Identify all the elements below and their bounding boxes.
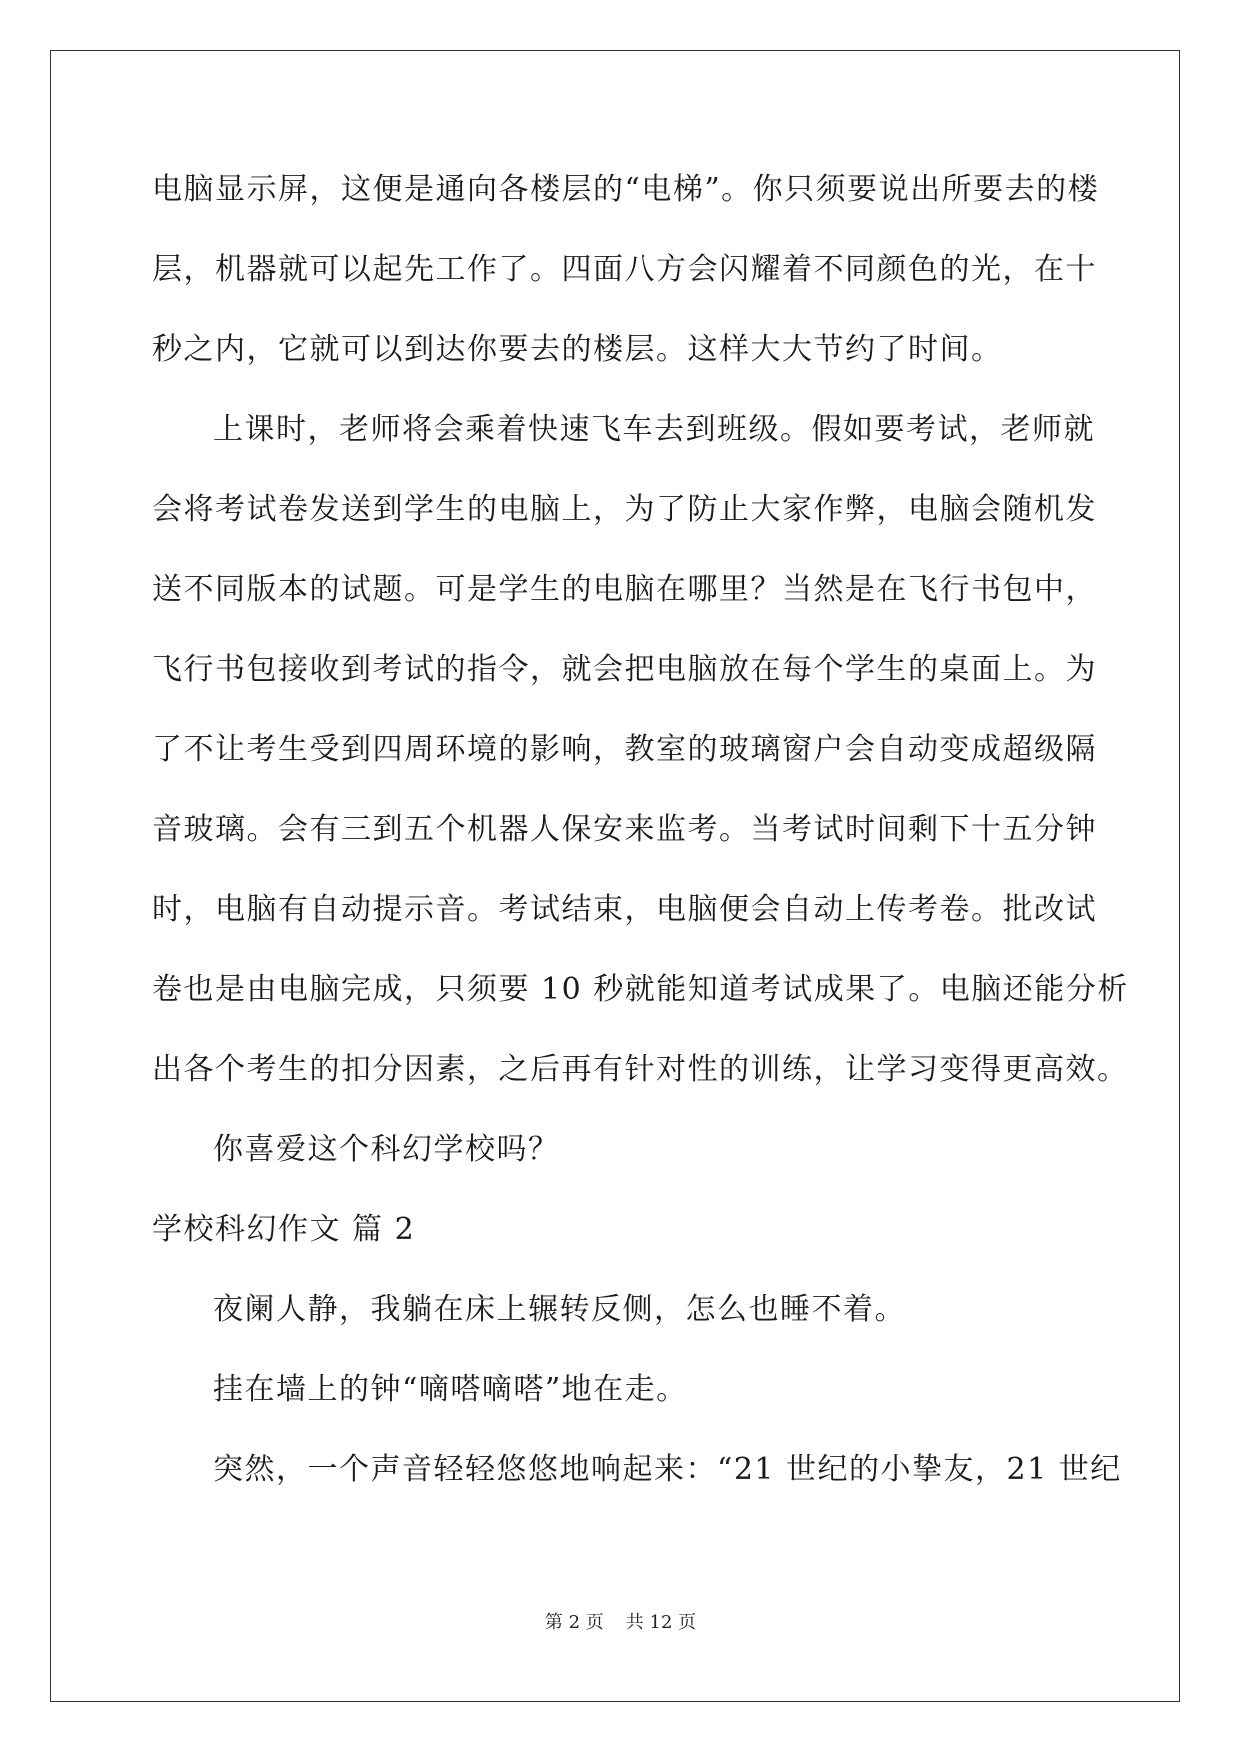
paragraph-line: 层，机器就可以起先工作了。四面八方会闪耀着不同颜色的光，在十 (152, 252, 1097, 287)
paragraph-line: 会将考试卷发送到学生的电脑上，为了防止大家作弊，电脑会随机发 (152, 492, 1097, 527)
paragraph-line: 了不让考生受到四周环境的影响，教室的玻璃窗户会自动变成超级隔 (152, 732, 1097, 767)
paragraph-line: 秒之内，它就可以到达你要去的楼层。这样大大节约了时间。 (152, 332, 1003, 367)
paragraph-line: 音玻璃。会有三到五个机器人保安来监考。当考试时间剩下十五分钟 (152, 812, 1097, 847)
paragraph-line: 送不同版本的试题。可是学生的电脑在哪里？当然是在飞行书包中， (152, 572, 1097, 607)
paragraph-line: 夜阑人静，我躺在床上辗转反侧，怎么也睡不着。 (213, 1292, 906, 1327)
page-footer (0, 1611, 1241, 1635)
paragraph-line: 电脑显示屏，这便是通向各楼层的“电梯”。你只须要说出所要去的楼 (152, 172, 1100, 207)
section-heading: 学校科幻作文 篇 2 (152, 1212, 416, 1247)
paragraph-line: 卷也是由电脑完成，只须要 10 秒就能知道考试成果了。电脑还能分析 (152, 972, 1129, 1007)
paragraph-line: 挂在墙上的钟“嘀嗒嘀嗒”地在走。 (213, 1372, 688, 1407)
paragraph-line: 飞行书包接收到考试的指令，就会把电脑放在每个学生的桌面上。为 (152, 652, 1097, 687)
page-number: 第 2 页 (544, 1612, 604, 1633)
paragraph-line: 突然，一个声音轻轻悠悠地响起来：“21 世纪的小挚友，21 世纪 (213, 1452, 1122, 1487)
paragraph-line: 出各个考生的扣分因素，之后再有针对性的训练，让学习变得更高效。 (152, 1052, 1129, 1087)
paragraph-line: 上课时，老师将会乘着快速飞车去到班级。假如要考试，老师就 (213, 412, 1095, 447)
page-total: 共 12 页 (625, 1612, 697, 1633)
paragraph-line: 时，电脑有自动提示音。考试结束，电脑便会自动上传考卷。批改试 (152, 892, 1097, 927)
paragraph-line: 你喜爱这个科幻学校吗？ (213, 1132, 560, 1167)
